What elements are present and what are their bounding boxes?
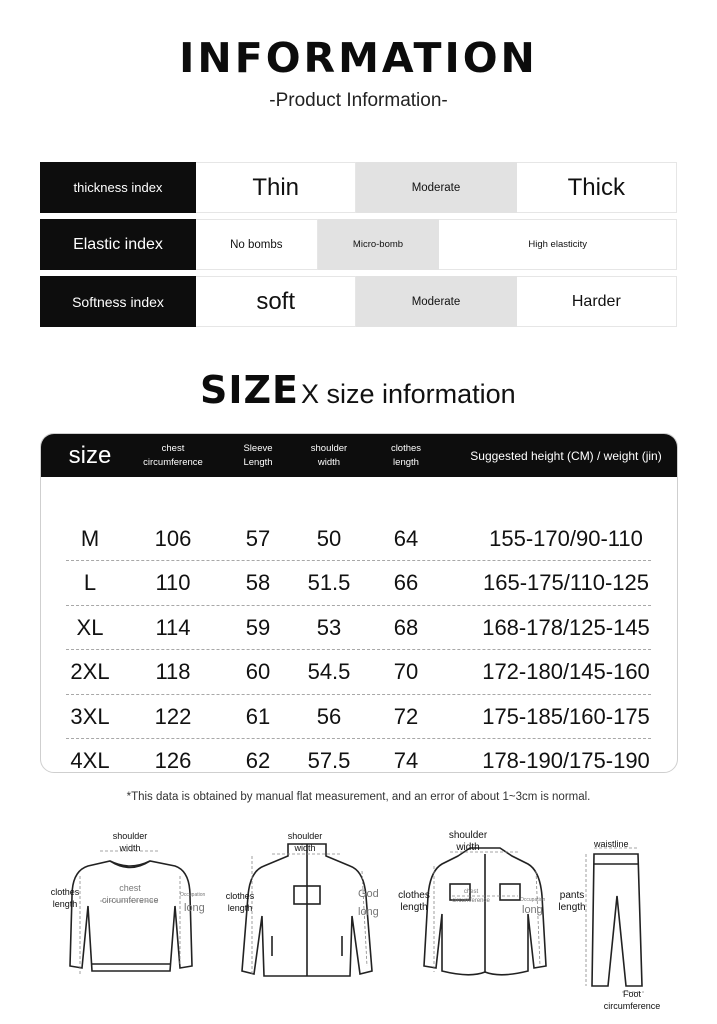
length-cell: 64	[393, 525, 419, 551]
shirt-length-label: clothes length	[398, 890, 430, 913]
page-title: INFORMATION	[179, 34, 538, 82]
size-title-sub: X size information	[301, 379, 516, 409]
jacket-shoulder-label: shoulder width	[287, 831, 323, 853]
info-row-label: Elastic index	[40, 219, 196, 270]
info-option: Thin	[196, 162, 356, 213]
sleeve-cell: 62	[245, 748, 271, 773]
measurement-note: *This data is obtained by manual flat measurement, and an error of about 1~3cm is normal.	[126, 791, 591, 803]
jacket-diagram	[222, 826, 392, 986]
sleeve-cell: 60	[245, 659, 271, 684]
length-cell: 68	[393, 614, 419, 640]
shirt-sleeve-label: long	[522, 904, 543, 916]
chest-cell: 110	[155, 570, 191, 595]
sweater-chest-label: chest circumference	[102, 883, 159, 905]
size-cell: L	[83, 570, 97, 595]
header-suggested: Suggested height (CM) / weight (jin)	[470, 448, 662, 463]
chest-cell: 106	[154, 525, 192, 551]
sleeve-cell: 61	[245, 703, 271, 729]
chest-cell: 126	[154, 748, 192, 773]
length-cell: 66	[393, 570, 419, 595]
chest-cell: 122	[154, 703, 192, 729]
jacket-length-label: clothes length	[225, 891, 255, 913]
size-cell: 3XL	[70, 703, 110, 729]
shoulder-cell: 56	[316, 703, 342, 729]
header-shoulder: shoulder width	[310, 442, 348, 468]
size-table-row	[41, 694, 678, 739]
size-table-row	[41, 516, 678, 561]
size-cell: M	[80, 525, 100, 551]
size-table-row	[41, 561, 678, 606]
info-option: Moderate	[356, 276, 516, 327]
info-option: No bombs	[196, 219, 318, 270]
header-size: size	[68, 441, 112, 469]
size-table-row	[41, 739, 678, 774]
shoulder-cell: 57.5	[307, 748, 351, 773]
size-cell: 2XL	[70, 659, 110, 684]
pants-diagram	[560, 826, 690, 1016]
info-option: Moderate	[356, 162, 516, 213]
product-info-table	[40, 162, 677, 333]
shirt-chest-label: chest circumference	[452, 889, 490, 904]
info-option: High elasticity	[439, 219, 677, 270]
size-section-title	[200, 368, 516, 412]
sweater-length-label: clothes length	[50, 887, 80, 909]
info-option: Micro-bomb	[318, 219, 440, 270]
info-row-thickness	[40, 162, 677, 213]
sweater-shoulder-label: shoulder width	[112, 831, 148, 853]
suggested-cell: 178-190/175-190	[482, 748, 650, 773]
chest-cell: 114	[155, 614, 191, 640]
size-cell: 4XL	[70, 748, 110, 773]
info-option: Harder	[517, 276, 677, 327]
length-cell: 70	[393, 659, 419, 684]
suggested-cell: 168-178/125-145	[482, 614, 650, 640]
header-sleeve: Sleeve Length	[243, 442, 273, 468]
size-cell: XL	[76, 614, 104, 640]
header-chest: chest circumference	[143, 442, 203, 468]
jacket-sleeve-small-label: God	[358, 888, 379, 900]
sweater-sleeve-small-label: Occupation	[180, 892, 206, 898]
sweater-diagram	[40, 826, 210, 986]
sleeve-cell: 57	[245, 525, 271, 551]
length-cell: 74	[393, 748, 419, 773]
sweater-sleeve-label: long	[184, 902, 205, 914]
pants-foot-label: Foot circumference	[603, 989, 661, 1011]
info-option: soft	[196, 276, 356, 327]
pants-waist-label: waistline	[594, 839, 629, 849]
shirt-diagram	[400, 826, 570, 986]
shoulder-cell: 50	[316, 525, 342, 551]
info-row-elastic	[40, 219, 677, 270]
shirt-sleeve-small-label: Occupation	[520, 897, 546, 903]
size-table-header	[41, 434, 677, 477]
shirt-shoulder-label: shoulder width	[448, 830, 488, 853]
pants-length-label: pants length	[558, 890, 586, 913]
shoulder-cell: 54.5	[307, 659, 351, 684]
jacket-sleeve-label: long	[358, 906, 379, 918]
page-subtitle: -Product Information-	[269, 90, 448, 111]
size-table-row	[41, 605, 678, 650]
chest-cell: 118	[155, 659, 191, 684]
length-cell: 72	[393, 703, 419, 729]
sleeve-cell: 58	[245, 570, 271, 595]
info-row-softness	[40, 276, 677, 327]
suggested-cell: 172-180/145-160	[482, 659, 650, 684]
shoulder-cell: 51.5	[307, 570, 351, 595]
info-option: Thick	[517, 162, 677, 213]
suggested-cell: 165-175/110-125	[483, 570, 649, 595]
info-row-label: thickness index	[40, 162, 196, 213]
size-table	[40, 433, 678, 773]
size-table-row	[41, 650, 678, 695]
shoulder-cell: 53	[316, 614, 342, 640]
suggested-cell: 155-170/90-110	[489, 525, 643, 551]
size-title-big: SIZE	[200, 368, 300, 412]
header-length: clothes length	[390, 442, 422, 468]
sleeve-cell: 59	[245, 614, 271, 640]
suggested-cell: 175-185/160-175	[482, 703, 650, 729]
info-row-label: Softness index	[40, 276, 196, 327]
